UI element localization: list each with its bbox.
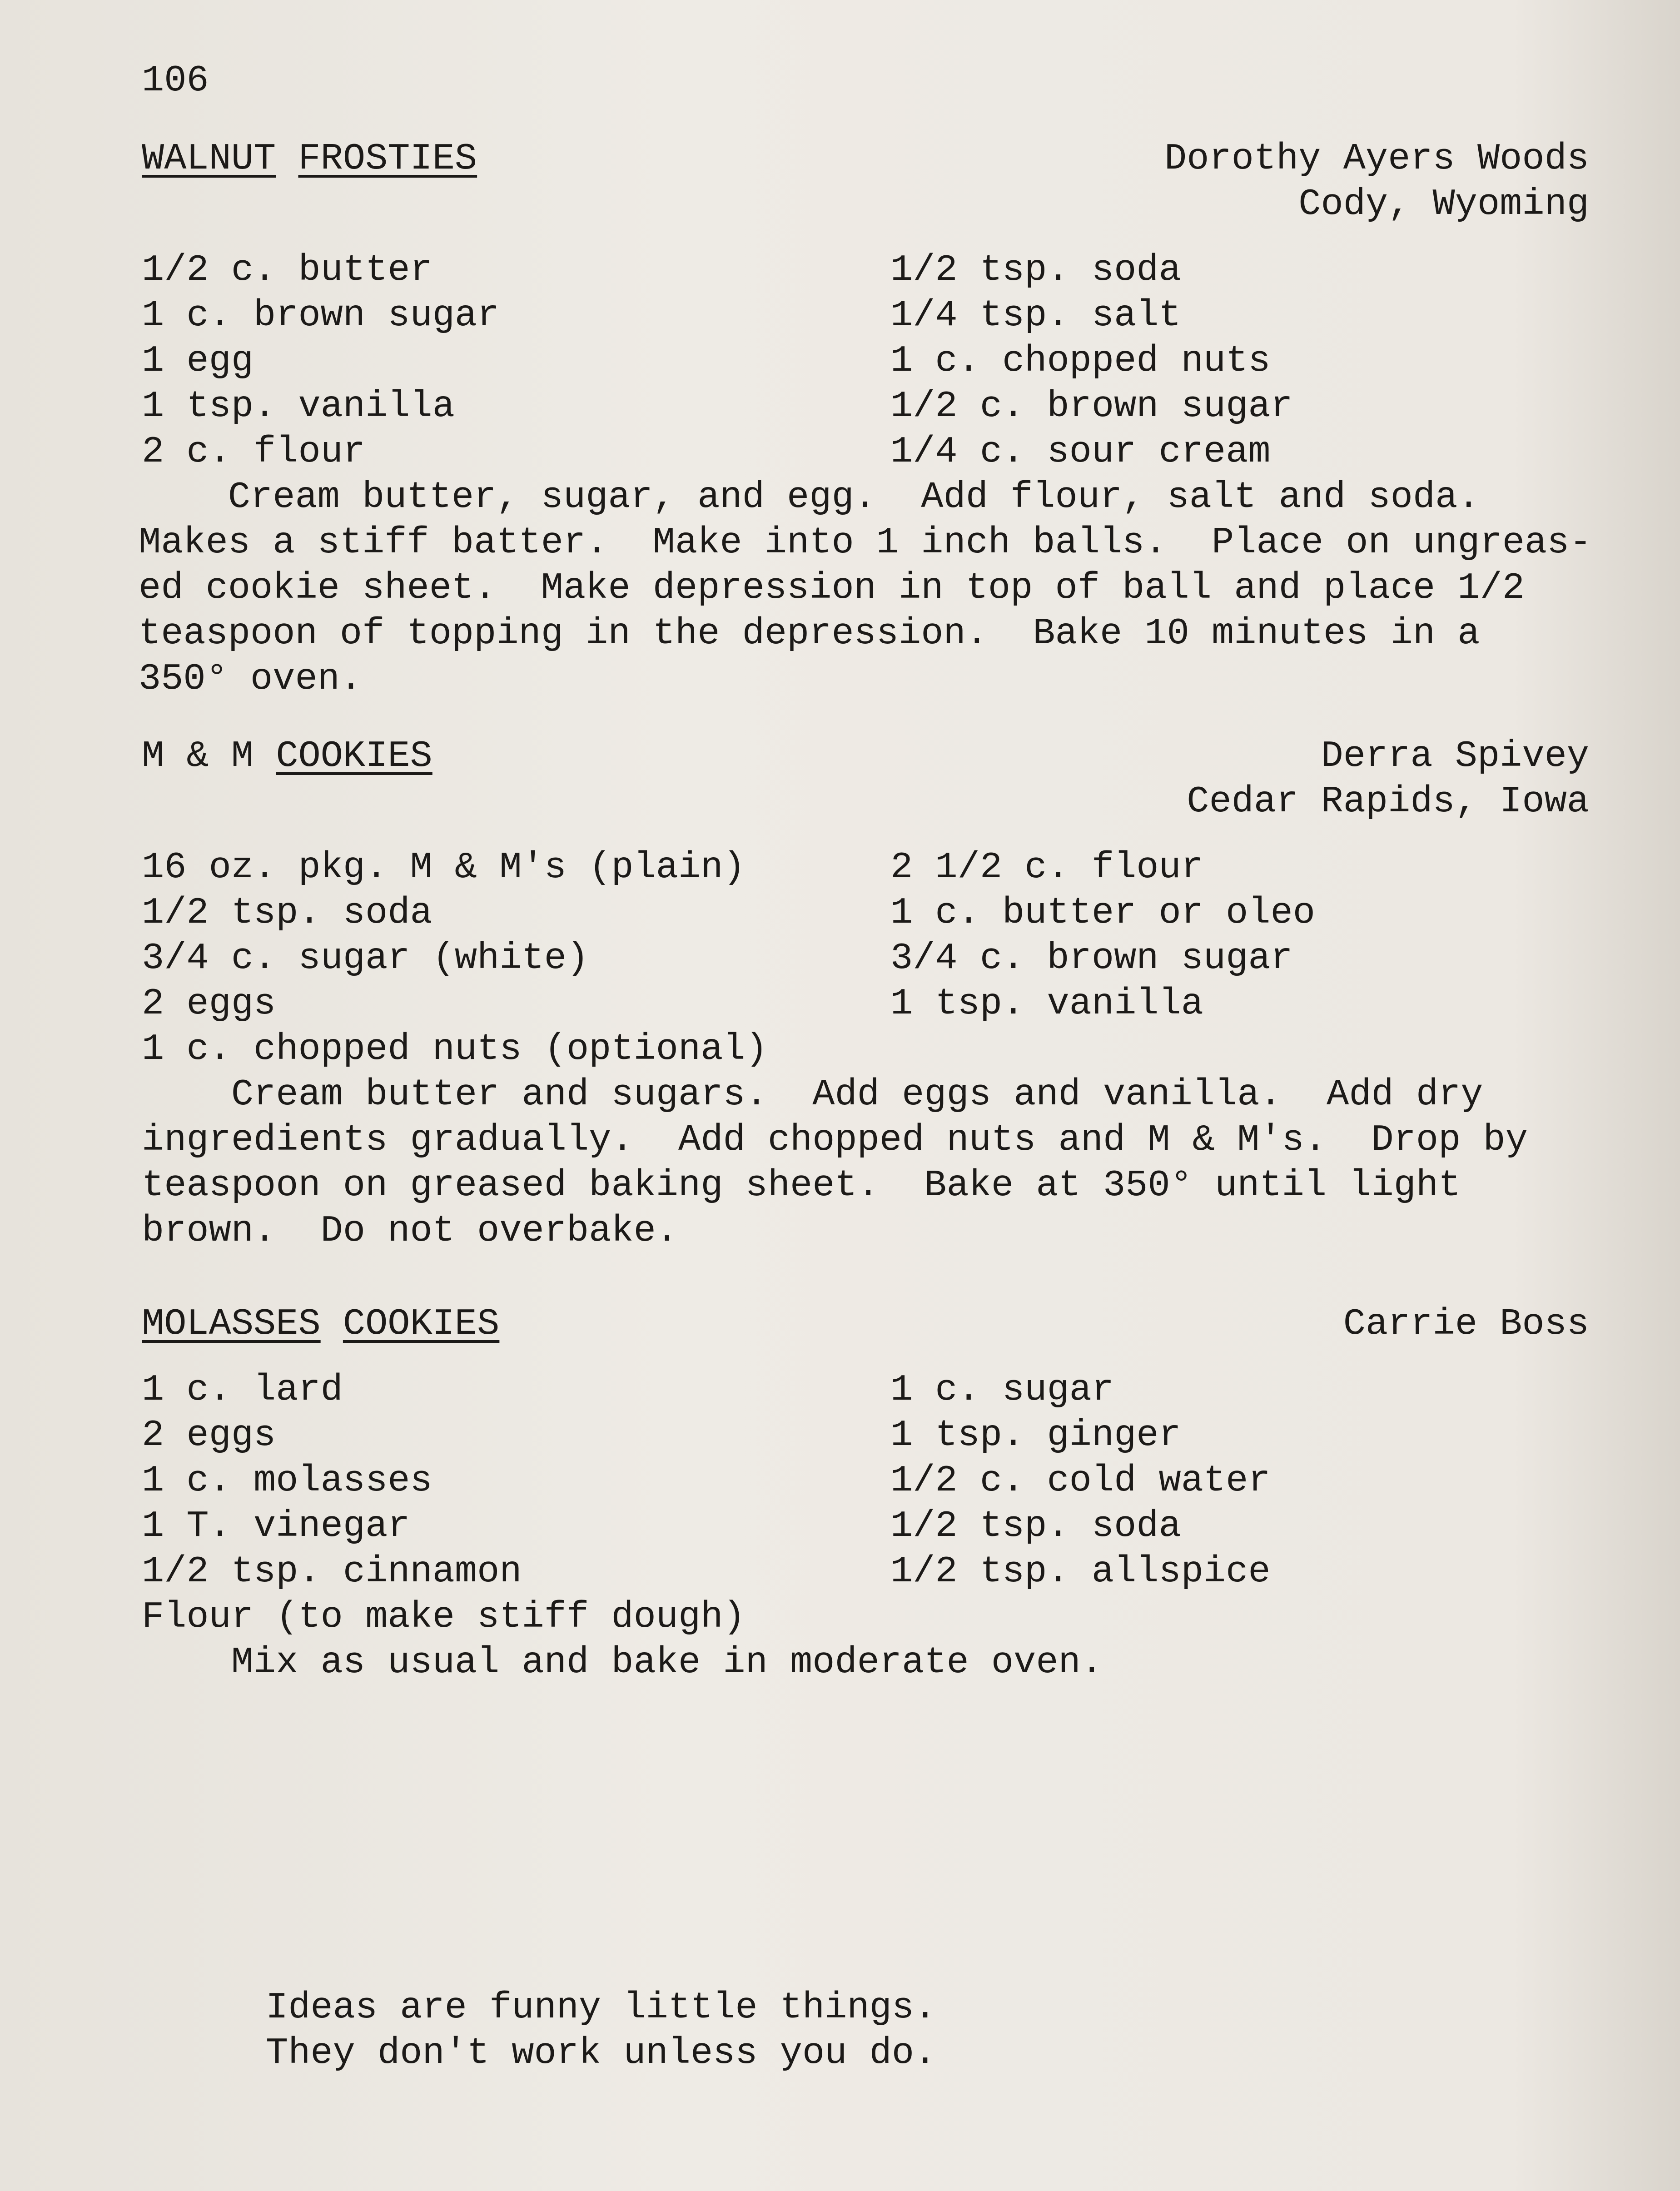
ingredient: Flour (to make stiff dough) <box>142 1596 746 1638</box>
ingredient: 1/4 c. sour cream <box>890 431 1271 473</box>
direction-line: Cream butter and sugars. Add eggs and vanilla. Add dry <box>142 1073 1483 1116</box>
ingredient: 1/2 tsp. soda <box>142 892 432 934</box>
title-word: MOLASSES <box>142 1303 321 1345</box>
recipe-title <box>142 136 477 182</box>
ingredient: 1/2 c. cold water <box>890 1460 1271 1502</box>
ingredient: 1/2 tsp. soda <box>890 1505 1181 1547</box>
recipe-author: Carrie Boss <box>1343 1303 1589 1345</box>
ingredient: 1 tsp. vanilla <box>142 385 455 427</box>
ingredient: 1 c. brown sugar <box>142 294 500 337</box>
ingredient: 1/4 tsp. salt <box>890 294 1181 337</box>
ingredient: 2 c. flour <box>142 431 366 473</box>
recipe-location: Cody, Wyoming <box>1298 183 1589 225</box>
direction-line: teaspoon on greased baking sheet. Bake at 350° until light <box>142 1164 1461 1207</box>
title-word: & <box>186 735 209 777</box>
ingredient: 1 c. molasses <box>142 1460 432 1502</box>
direction-line: Cream butter, sugar, and egg. Add flour, salt and soda. <box>139 476 1480 518</box>
ingredient: 1 c. chopped nuts <box>890 340 1271 382</box>
recipe-author: Derra Spivey <box>1321 735 1589 777</box>
ingredient: 1 tsp. ginger <box>890 1414 1181 1456</box>
page-number: 106 <box>142 60 209 102</box>
ingredient: 1 c. sugar <box>890 1369 1114 1411</box>
direction-line: brown. Do not overbake. <box>142 1210 678 1252</box>
direction-line: 350° oven. <box>139 658 363 700</box>
ingredient: 16 oz. pkg. M & M's (plain) <box>142 846 746 889</box>
direction-line: Makes a stiff batter. Make into 1 inch balls. Place on ungreas- <box>139 522 1592 564</box>
ingredient: 1 c. chopped nuts (optional) <box>142 1028 768 1070</box>
ingredient: 1 c. lard <box>142 1369 343 1411</box>
recipe-title <box>142 1302 499 1347</box>
title-word: FROSTIES <box>298 138 477 180</box>
ingredient: 1/2 tsp. allspice <box>890 1550 1271 1593</box>
ingredient: 1/2 tsp. soda <box>890 249 1181 291</box>
ingredient: 1 egg <box>142 340 254 382</box>
ingredient: 1/2 c. butter <box>142 249 432 291</box>
ingredient: 3/4 c. brown sugar <box>890 937 1293 979</box>
recipe-location: Cedar Rapids, Iowa <box>1187 780 1589 823</box>
ingredient: 2 1/2 c. flour <box>890 846 1203 889</box>
direction-line: ingredients gradually. Add chopped nuts and M & M's. Drop by <box>142 1119 1528 1161</box>
ingredient: 2 eggs <box>142 1414 276 1456</box>
ingredient: 1 c. butter or oleo <box>890 892 1315 934</box>
title-word: COOKIES <box>276 735 432 777</box>
recipe-author: Dorothy Ayers Woods <box>1164 138 1589 180</box>
ingredient: 1/2 tsp. cinnamon <box>142 1550 522 1593</box>
title-word: M <box>142 735 164 777</box>
ingredient: 3/4 c. sugar (white) <box>142 937 589 979</box>
ingredient: 1/2 c. brown sugar <box>890 385 1293 427</box>
quote-line: They don't work unless you do. <box>266 2032 937 2074</box>
direction-line: Mix as usual and bake in moderate oven. <box>142 1641 1103 1684</box>
title-word: M <box>231 735 254 777</box>
quote-line: Ideas are funny little things. <box>266 1987 937 2029</box>
ingredient: 1 T. vinegar <box>142 1505 410 1547</box>
title-word: COOKIES <box>343 1303 500 1345</box>
title-word: WALNUT <box>142 138 276 180</box>
direction-line: ed cookie sheet. Make depression in top of ball and place 1/2 <box>139 567 1525 609</box>
recipe-title <box>142 734 432 779</box>
direction-line: teaspoon of topping in the depression. Bake 10 minutes in a <box>139 612 1480 655</box>
ingredient: 1 tsp. vanilla <box>890 983 1203 1025</box>
ingredient: 2 eggs <box>142 983 276 1025</box>
